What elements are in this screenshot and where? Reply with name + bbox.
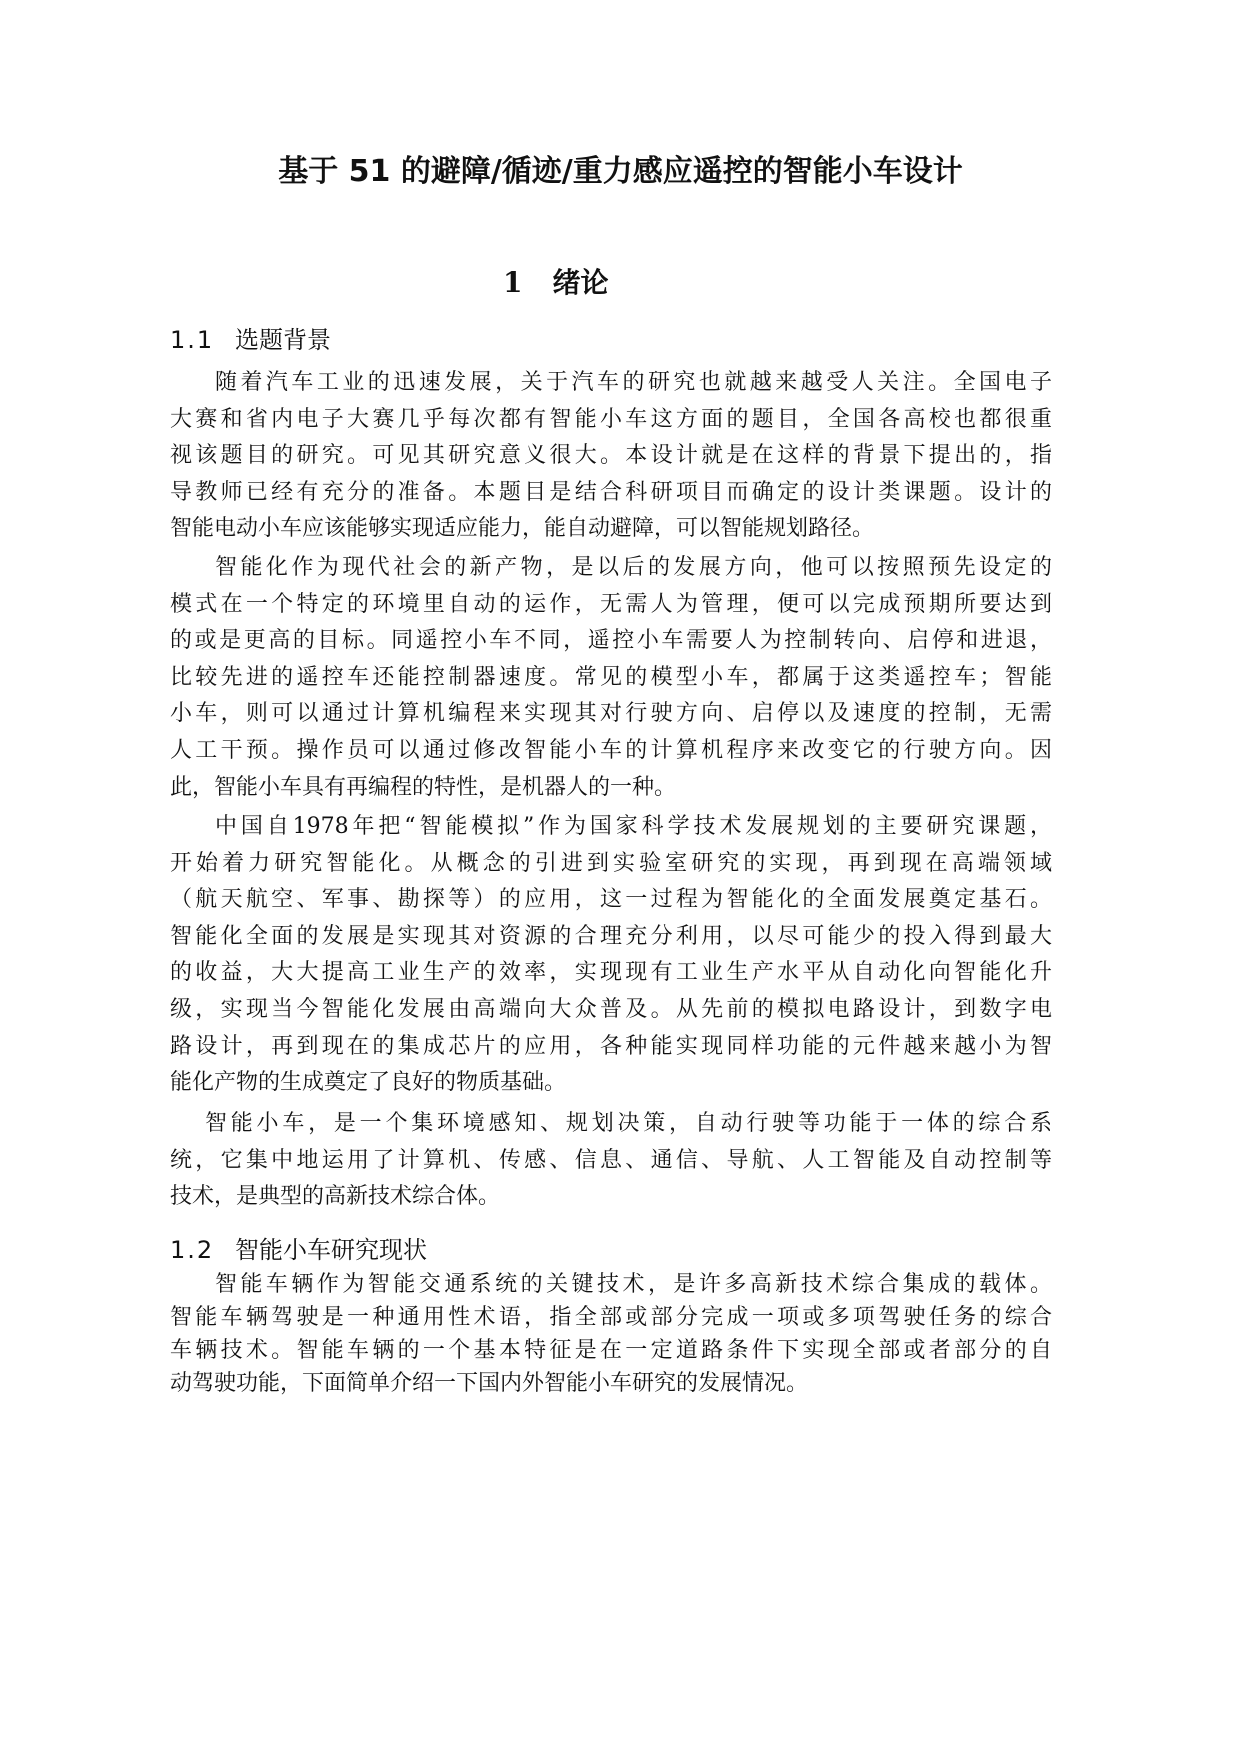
- paragraph-line: 导教师已经有充分的准备。本题目是结合科研项目而确定的设计类课题。设计的: [170, 479, 1052, 505]
- paragraph-line: 随着汽车工业的迅速发展，关于汽车的研究也就越来越受人关注。全国电子: [215, 370, 1052, 395]
- paragraph-line: 智能电动小车应该能够实现适应能力，能自动避障，可以智能规划路径。: [170, 516, 875, 542]
- paragraph-line: 模式在一个特定的环境里自动的运作，无需人为管理，便可以完成预期所要达到: [170, 591, 1052, 617]
- paragraph-line: 统，它集中地运用了计算机、传感、信息、通信、导航、人工智能及自动控制等: [170, 1147, 1052, 1173]
- paragraph: [170, 365, 1052, 548]
- paragraph: [170, 809, 1052, 1102]
- section-title: 智能小车研究现状: [235, 1236, 427, 1264]
- paragraph-line: 级，实现当今智能化发展由高端向大众普及。从先前的模拟电路设计，到数字电: [170, 996, 1052, 1022]
- document-title: 基于 51 的避障/循迹/重力感应遥控的智能小车设计: [278, 154, 963, 189]
- section-title: 选题背景: [235, 326, 331, 354]
- paragraph-line: 开始着力研究智能化。从概念的引进到实验室研究的实现，再到现在高端领域: [170, 850, 1052, 876]
- chapter-title: 绪论: [552, 266, 609, 299]
- paragraph: [170, 1268, 1052, 1400]
- paragraph-line: （航天航空、军事、勘探等）的应用，这一过程为智能化的全面发展奠定基石。: [170, 887, 1052, 913]
- paragraph-line: 能化产物的生成奠定了良好的物质基础。: [170, 1070, 567, 1096]
- chapter-number: 1: [503, 266, 523, 299]
- paragraph-line: 智能化作为现代社会的新产物，是以后的发展方向，他可以按照预先设定的: [215, 555, 1052, 580]
- section-number: 1.1: [170, 326, 215, 354]
- paragraph-line: 中国自1978年把“智能模拟”作为国家科学技术发展规划的主要研究课题，: [215, 814, 1052, 839]
- paragraph: [170, 550, 1052, 806]
- paragraph-line: 小车，则可以通过计算机编程来实现其对行驶方向、启停以及速度的控制，无需: [170, 701, 1052, 727]
- paragraph-line: 车辆技术。智能车辆的一个基本特征是在一定道路条件下实现全部或者部分的自: [170, 1338, 1052, 1363]
- paragraph-line: 比较先进的遥控车还能控制器速度。常见的模型小车，都属于这类遥控车；智能: [170, 664, 1052, 690]
- paragraph-line: 动驾驶功能，下面简单介绍一下国内外智能小车研究的发展情况。: [170, 1371, 809, 1396]
- section-heading: [170, 323, 331, 357]
- paragraph-line: 的或是更高的目标。同遥控小车不同，遥控小车需要人为控制转向、启停和进退，: [170, 628, 1052, 654]
- paragraph-line: 智能车辆驾驶是一种通用性术语，指全部或部分完成一项或多项驾驶任务的综合: [170, 1305, 1052, 1330]
- paragraph: [170, 1106, 1052, 1216]
- section-heading: [170, 1233, 427, 1267]
- paragraph-line: 路设计，再到现在的集成芯片的应用，各种能实现同样功能的元件越来越小为智: [170, 1033, 1052, 1059]
- paragraph-line: 人工干预。操作员可以通过修改智能小车的计算机程序来改变它的行驶方向。因: [170, 737, 1052, 763]
- paragraph-line: 智能小车，是一个集环境感知、规划决策，自动行驶等功能于一体的综合系: [205, 1111, 1052, 1136]
- paragraph-line: 大赛和省内电子大赛几乎每次都有智能小车这方面的题目，全国各高校也都很重: [170, 406, 1052, 432]
- section-number: 1.2: [170, 1236, 215, 1264]
- paragraph-line: 视该题目的研究。可见其研究意义很大。本设计就是在这样的背景下提出的，指: [170, 443, 1052, 469]
- chapter-heading: [503, 263, 609, 303]
- paragraph-line: 智能化全面的发展是实现其对资源的合理充分利用，以尽可能少的投入得到最大: [170, 923, 1052, 949]
- paragraph-line: 的收益，大大提高工业生产的效率，实现现有工业生产水平从自动化向智能化升: [170, 960, 1052, 986]
- paragraph-line: 技术，是典型的高新技术综合体。: [170, 1184, 501, 1210]
- paragraph-line: 智能车辆作为智能交通系统的关键技术，是许多高新技术综合集成的载体。: [215, 1272, 1052, 1297]
- paragraph-line: 此，智能小车具有再编程的特性，是机器人的一种。: [170, 774, 677, 800]
